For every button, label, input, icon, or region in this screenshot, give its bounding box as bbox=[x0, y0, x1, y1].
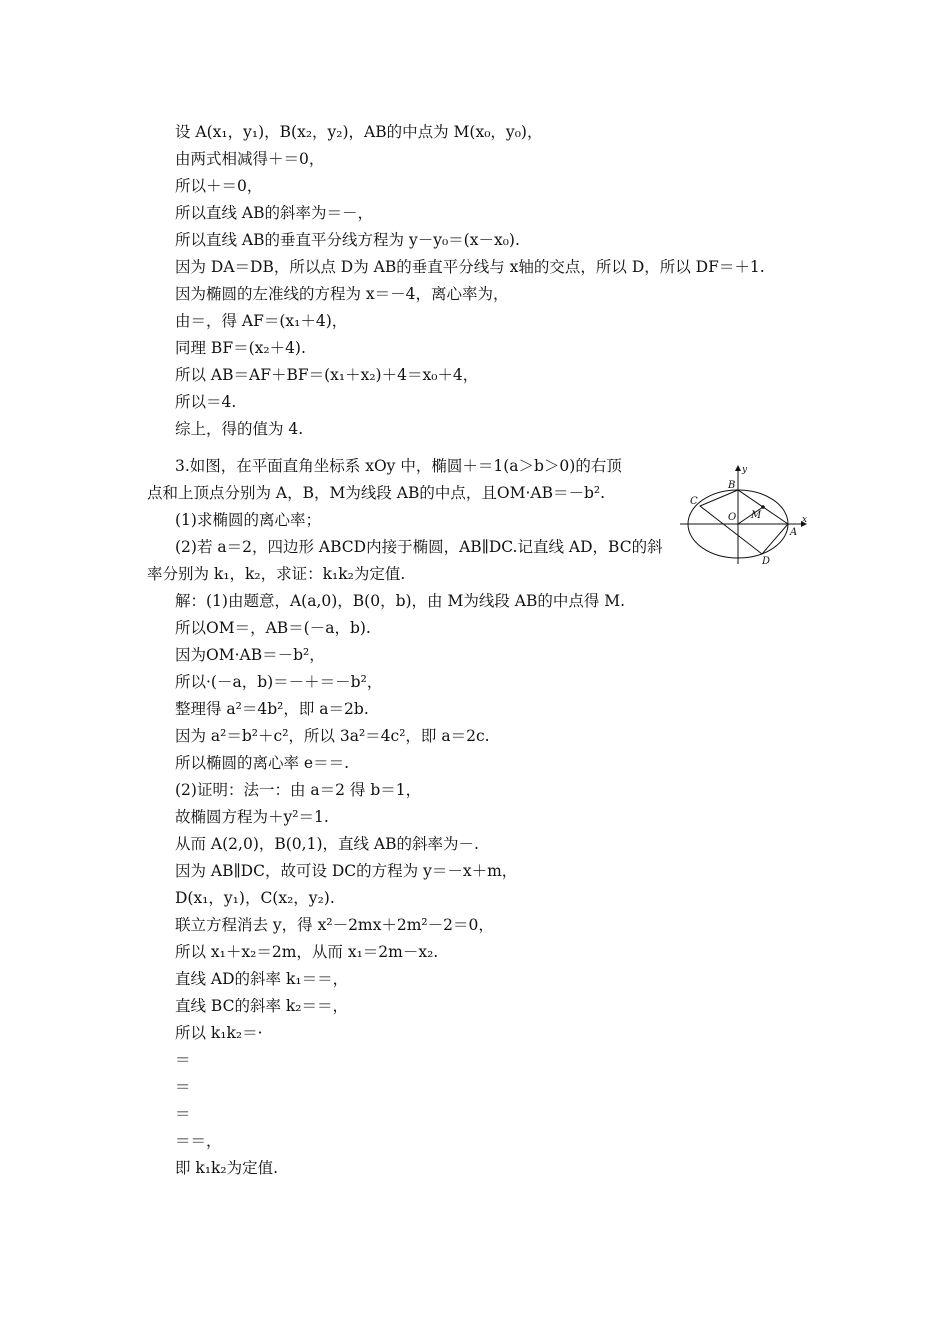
text-line: 因为 AB∥DC，故可设 DC的方程为 y＝－x＋m， bbox=[175, 862, 518, 880]
text-line: 同理 BF＝(x₂＋4). bbox=[175, 339, 306, 357]
text-line: 所以·(－a，b)＝－＋＝－b²， bbox=[175, 673, 383, 691]
problem-part-2: (2)若 a＝2，四边形 ABCD内接于椭圆，AB∥DC.记直线 AD，BC的斜 bbox=[175, 538, 663, 556]
problem-statement: 点和上顶点分别为 A，B，M为线段 AB的中点，且OM·AB＝－b². bbox=[147, 484, 606, 502]
text-line: 解：(1)由题意，A(a,0)，B(0，b)，由 M为线段 AB的中点得 M. bbox=[175, 592, 626, 610]
ellipse-figure bbox=[678, 462, 812, 566]
text-line: 直线 AD的斜率 k₁＝＝， bbox=[175, 970, 349, 988]
text-line: ＝＝， bbox=[175, 1132, 222, 1150]
problem-statement: 3.如图，在平面直角坐标系 xOy 中，椭圆＋＝1(a＞b＞0)的右顶 bbox=[175, 457, 622, 475]
point-m bbox=[761, 505, 765, 509]
text-line: ＝ bbox=[175, 1078, 191, 1096]
label-m: M bbox=[751, 510, 762, 521]
text-line: 所以直线 AB的斜率为＝－， bbox=[175, 204, 374, 222]
text-line: D(x₁，y₁)，C(x₂，y₂). bbox=[175, 889, 335, 907]
problem-part-1: (1)求椭圆的离心率； bbox=[175, 511, 321, 529]
text-line: 由＝，得 AF＝(x₁＋4)， bbox=[175, 312, 348, 330]
text-line: 所以 k₁k₂＝· bbox=[175, 1024, 263, 1042]
text-line: 因为OM·AB＝－b²， bbox=[175, 646, 325, 664]
text-line: 联立方程消去 y，得 x²－2mx＋2m²－2＝0， bbox=[175, 916, 494, 934]
text-line: 综上，得的值为 4. bbox=[175, 420, 304, 438]
text-line: 整理得 a²＝4b²，即 a＝2b. bbox=[175, 700, 369, 718]
text-line: 所以＋＝0， bbox=[175, 177, 263, 195]
label-c: C bbox=[690, 496, 698, 507]
text-line: 所以 x₁＋x₂＝2m，从而 x₁＝2m－x₂. bbox=[175, 943, 439, 961]
text-line: 设 A(x₁，y₁)，B(x₂，y₂)，AB的中点为 M(x₀，y₀)， bbox=[175, 123, 543, 141]
text-line: 所以OM＝，AB＝(－a，b). bbox=[175, 619, 371, 637]
problem-part-2: 率分别为 k₁，k₂，求证：k₁k₂为定值. bbox=[147, 565, 406, 583]
x-axis-label: x bbox=[802, 515, 808, 525]
text-line: 所以 AB＝AF＋BF＝(x₁＋x₂)＋4＝x₀＋4， bbox=[175, 366, 479, 384]
text-line: 因为 DA＝DB，所以点 D为 AB的垂直平分线与 x轴的交点，所以 D，所以 DF＝＋1. bbox=[175, 258, 765, 276]
text-line: 由两式相减得＋＝0， bbox=[175, 150, 325, 168]
label-d: D bbox=[762, 556, 771, 566]
text-line: 所以椭圆的离心率 e＝＝. bbox=[175, 754, 350, 772]
text-line: 从而 A(2,0)，B(0,1)，直线 AB的斜率为－. bbox=[175, 835, 479, 853]
text-line: 所以直线 AB的垂直平分线方程为 y－y₀＝(x－x₀). bbox=[175, 231, 520, 249]
text-line: 因为椭圆的左准线的方程为 x＝－4，离心率为， bbox=[175, 285, 509, 303]
text-line: (2)证明：法一：由 a＝2 得 b＝1， bbox=[175, 781, 422, 799]
label-o: O bbox=[728, 512, 737, 523]
text-line: 故椭圆方程为＋y²＝1. bbox=[175, 808, 329, 826]
text-line: 直线 BC的斜率 k₂＝＝， bbox=[175, 997, 348, 1015]
text-line: 即 k₁k₂为定值. bbox=[175, 1159, 279, 1177]
text-line: ＝ bbox=[175, 1051, 191, 1069]
text-line: 所以＝4. bbox=[175, 393, 237, 411]
text-line: ＝ bbox=[175, 1105, 191, 1123]
quadrilateral-abcd bbox=[700, 490, 788, 554]
label-a: A bbox=[790, 527, 798, 538]
y-axis-label: y bbox=[742, 465, 748, 475]
label-b: B bbox=[728, 480, 736, 491]
text-line: 因为 a²＝b²＋c²，所以 3a²＝4c²，即 a＝2c. bbox=[175, 727, 490, 745]
ellipse-diagram bbox=[678, 462, 812, 566]
